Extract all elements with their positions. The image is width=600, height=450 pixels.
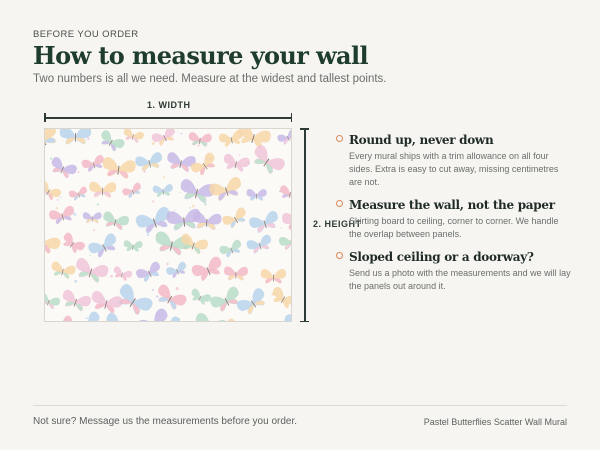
bullet-circle-icon <box>336 200 343 207</box>
butterfly-icon <box>151 129 178 148</box>
butterfly-icon <box>236 129 272 150</box>
butterfly-icon <box>153 184 174 197</box>
butterfly-icon <box>83 212 101 222</box>
butterfly-icon <box>278 185 291 203</box>
butterfly-icon <box>209 285 243 314</box>
butterfly-icon <box>102 312 136 321</box>
butterfly-icon <box>45 292 61 311</box>
width-label: 1. WIDTH <box>147 100 191 110</box>
butterfly-icon <box>219 239 244 259</box>
page-subtitle: Two numbers is all we need. Measure at the widest and tallest points. <box>33 73 387 85</box>
butterfly-icon <box>261 269 286 283</box>
butterfly-icon <box>122 129 144 144</box>
butterfly-icon <box>87 232 120 260</box>
butterfly-icon <box>188 132 212 147</box>
butterfly-icon <box>189 151 219 178</box>
butterfly-icon <box>192 211 222 230</box>
product-name: Pastel Butterflies Scatter Wall Mural <box>423 417 567 427</box>
mural-preview <box>44 128 292 322</box>
width-dimension-line <box>44 113 292 122</box>
butterfly-icon <box>45 227 62 256</box>
butterfly-icon <box>154 283 188 312</box>
footer-divider <box>33 405 567 406</box>
tip-item <box>336 198 571 241</box>
butterfly-icon <box>282 210 291 230</box>
butterfly-icon <box>208 176 244 203</box>
butterfly-icon <box>167 315 196 321</box>
butterfly-icon <box>224 267 248 281</box>
bullet-circle-icon <box>336 135 343 142</box>
tip-title: Round up, never down <box>349 133 494 147</box>
butterfly-icon <box>48 205 76 225</box>
butterfly-icon <box>81 154 106 173</box>
butterfly-icon <box>101 157 136 180</box>
butterfly-icon <box>60 129 91 144</box>
butterfly-icon <box>191 256 225 284</box>
butterfly-icon <box>123 240 142 252</box>
page-title: How to measure your wall <box>33 41 369 70</box>
butterfly-icon <box>248 210 281 234</box>
butterfly-icon <box>45 179 62 202</box>
tip-item <box>336 250 571 293</box>
butterfly-icon <box>277 129 291 146</box>
kicker: BEFORE YOU ORDER <box>33 29 139 40</box>
butterfly-icon <box>246 234 274 255</box>
butterfly-icon <box>247 189 267 200</box>
butterfly-icon <box>89 290 123 314</box>
butterfly-icon <box>135 261 163 284</box>
butterfly-icon <box>165 261 188 280</box>
butterfly-icon <box>122 182 144 200</box>
tip-body: Skirting board to ceiling, corner to corner. We handle the overlap between panels. <box>349 216 559 239</box>
butterfly-pattern-image <box>45 129 291 321</box>
bullet-circle-icon <box>336 252 343 259</box>
butterfly-icon <box>135 152 164 173</box>
tip-body: Send us a photo with the measurements and we will lay the panels out around it. <box>349 268 571 291</box>
butterfly-icon <box>290 161 291 175</box>
butterfly-icon <box>73 257 110 284</box>
tip-body: Every mural ships with a trim allowance on all four sides. Extra is easy to cut away, missing centimetres are not. <box>349 151 559 187</box>
butterfly-icon <box>101 211 129 231</box>
butterfly-icon <box>189 288 212 307</box>
butterfly-icon <box>112 266 133 282</box>
butterfly-icon <box>249 144 286 178</box>
butterfly-icon <box>60 289 92 313</box>
butterfly-icon <box>278 233 291 251</box>
butterfly-icon <box>235 287 269 318</box>
tip-title: Sloped ceiling or a doorway? <box>349 250 534 264</box>
butterfly-icon <box>97 129 125 154</box>
footer-help-text: Not sure? Message us the measurements before you order. <box>33 416 298 427</box>
height-dimension-line <box>300 128 309 322</box>
height-label: 2. HEIGHT <box>313 219 362 229</box>
butterfly-icon <box>60 232 86 256</box>
butterfly-icon <box>72 310 105 321</box>
butterfly-icon <box>269 286 291 311</box>
butterfly-icon <box>193 312 229 321</box>
butterfly-icon <box>68 186 88 201</box>
butterfly-icon <box>45 129 61 156</box>
butterfly-icon <box>48 156 78 180</box>
tip-item <box>336 133 571 189</box>
tip-title: Measure the wall, not the paper <box>349 198 555 212</box>
butterfly-icon <box>89 182 116 198</box>
butterfly-icon <box>221 206 249 230</box>
butterfly-icon <box>222 153 250 173</box>
butterfly-icon <box>224 318 250 321</box>
butterfly-icon <box>284 314 291 321</box>
butterfly-icon <box>49 315 75 321</box>
butterfly-icon <box>50 261 77 280</box>
